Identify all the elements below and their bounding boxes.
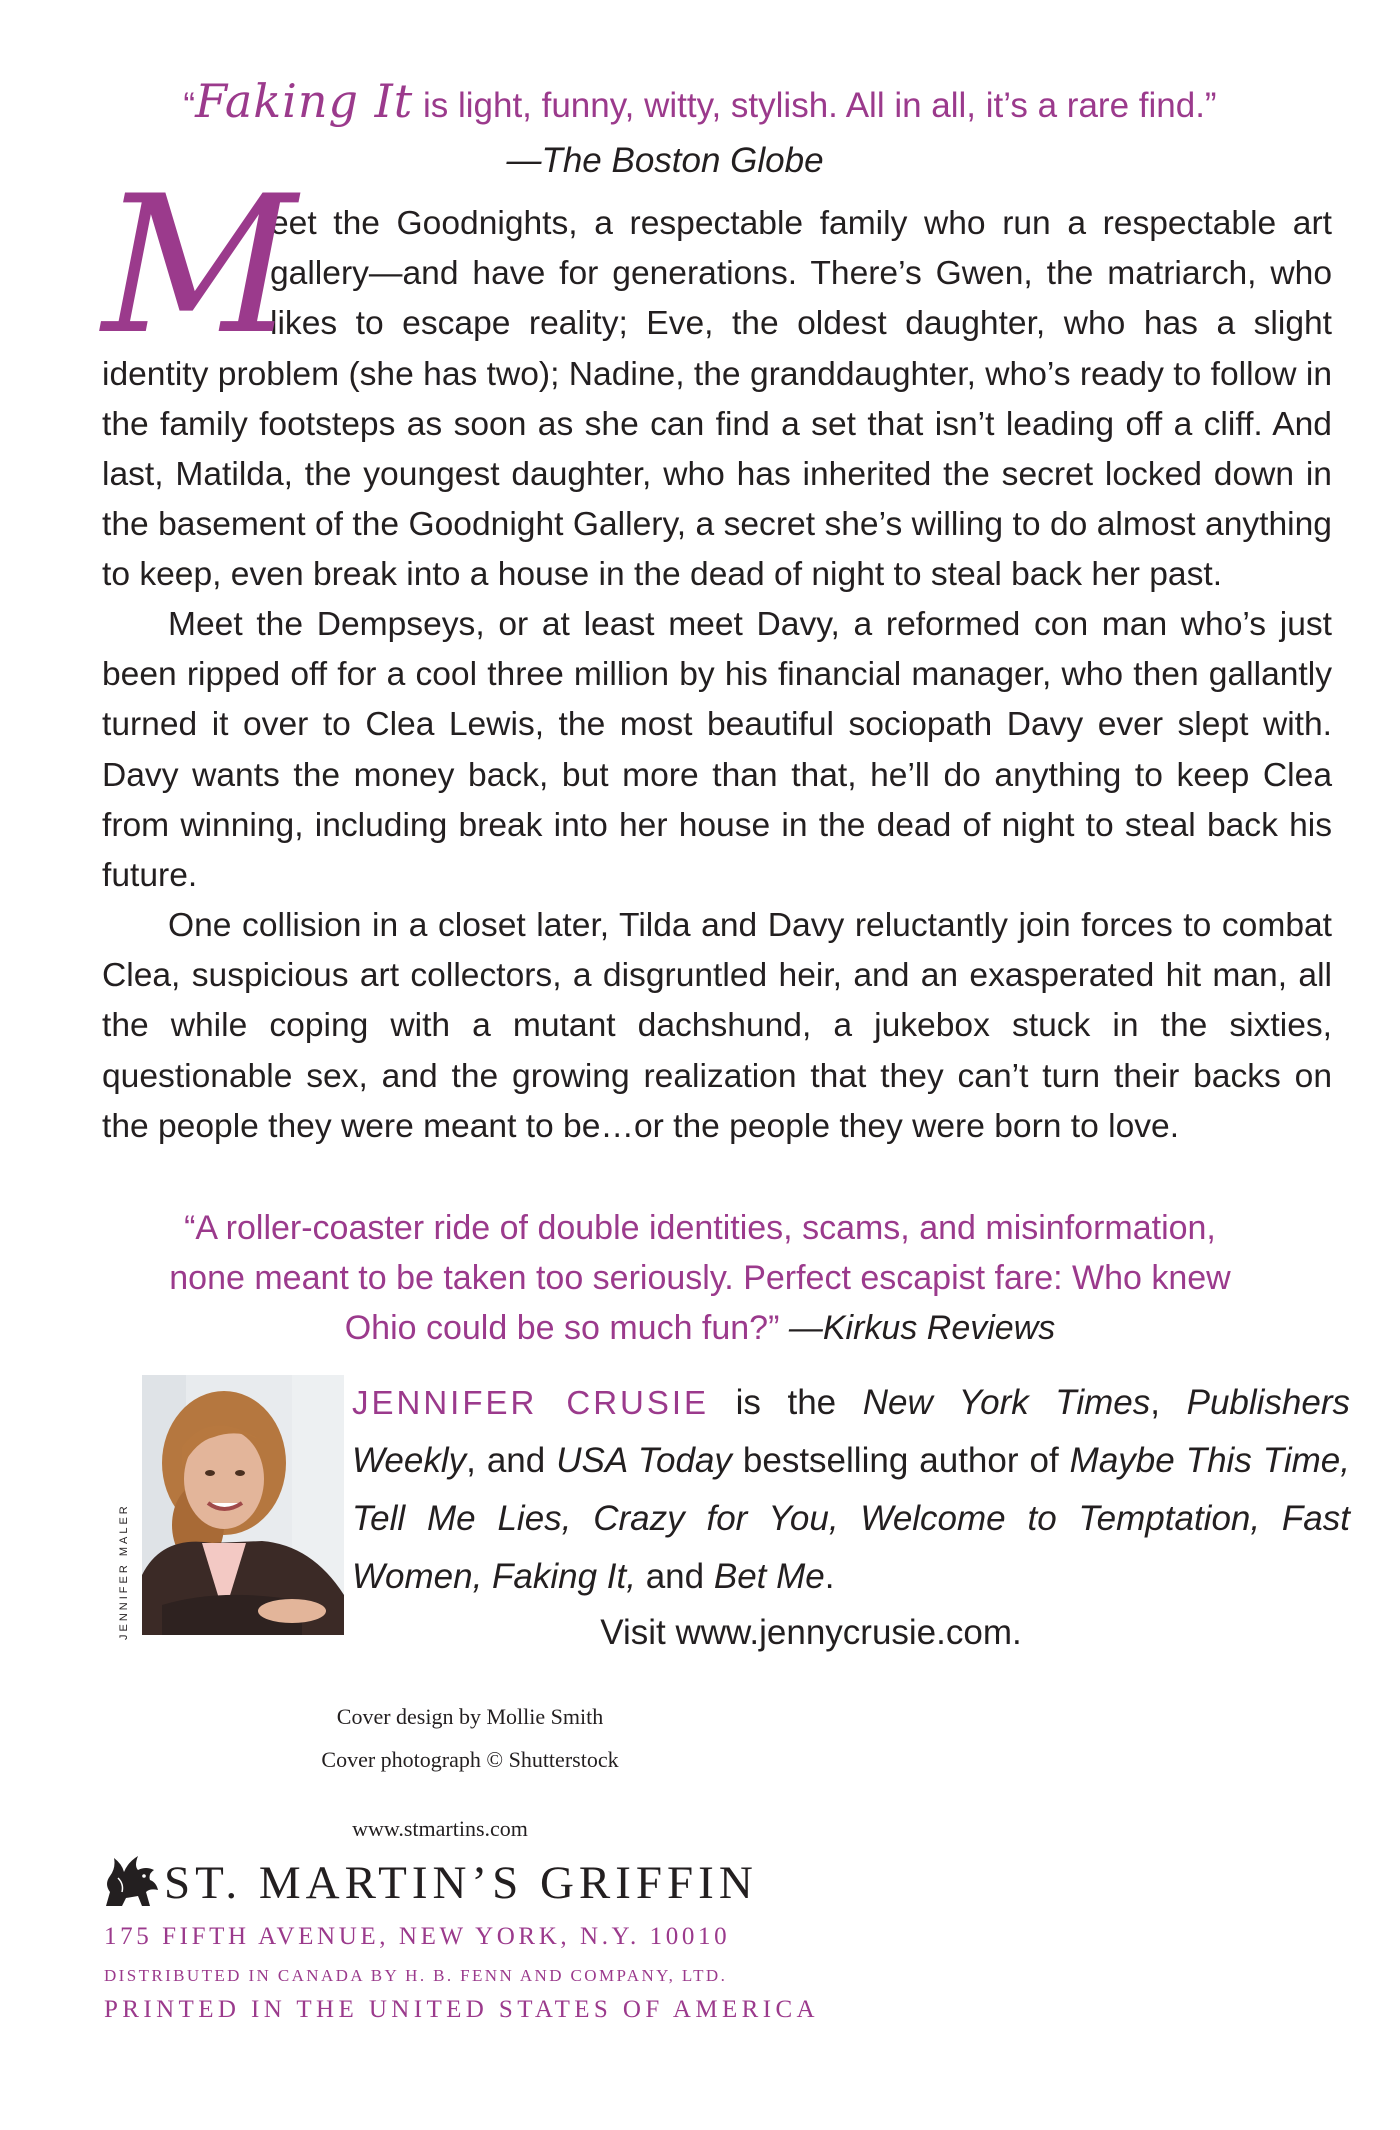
kirkus-line-1: “A roller-coaster ride of double identities, scams, and misinformation, — [184, 1209, 1216, 1247]
publisher-url: www.stmartins.com — [352, 1816, 528, 1841]
quote-attribution: —The Boston Globe — [506, 141, 824, 180]
quote-book-title: Faking It — [195, 74, 414, 128]
top-quote — [0, 76, 1400, 131]
author-bio — [352, 1374, 1350, 1606]
photo-credit-text: JENNIFER MALER — [118, 1503, 130, 1640]
bio-sep: , — [1150, 1383, 1187, 1422]
bio-text: bestselling author of — [731, 1441, 1070, 1480]
publisher-canada-distribution: DISTRIBUTED IN CANADA BY H. B. FENN AND COMPANY, LTD. — [104, 1966, 728, 1985]
dropcap-m-icon — [96, 155, 297, 376]
nyt-title: New York Times — [862, 1383, 1151, 1422]
kirkus-line-3-row — [0, 1303, 1400, 1353]
cover-design-credit: Cover design by Mollie Smith — [336, 1704, 604, 1729]
author-portrait-icon — [142, 1375, 344, 1635]
dropcap-letter: M — [102, 155, 297, 376]
cover-photo-credit: Cover photograph © Shutterstock — [321, 1747, 619, 1772]
book-list: Maybe This Time, Tell Me Lies, Crazy for You, Welcome to Temptation, Fast Women, Faking It, — [352, 1441, 1351, 1596]
quote-open-mark: “ — [183, 86, 196, 125]
paragraph-1-text: eet the Goodnights, a respectable family who run a respectable art gallery—and have for generations. There’s Gwen, the matriarch, who likes to escape reality; Eve, the oldest daughter, who has a slight identity problem (she has two); Nadine, the granddaughter, who’s ready to follow in the family footsteps as soon as she can find a set that isn’t leading off a cliff. And last, Matilda, the youngest daughter, who has inherited the secret locked down in the basement of the Goodnight Gallery, a secret she’s willing to do almost anything to keep, even break into a house in the dead of night to steal back her past. — [102, 205, 1332, 594]
publisher-name: ST. MARTIN’S GRIFFIN — [164, 1857, 758, 1909]
bio-text: and — [635, 1557, 714, 1596]
author-photo — [142, 1375, 344, 1635]
bio-period: . — [824, 1557, 835, 1596]
kirkus-line-2: none meant to be taken too seriously. Perfect escapist fare: Who knew — [169, 1259, 1231, 1297]
publisher-address: 175 FIFTH AVENUE, NEW YORK, N.Y. 10010 — [104, 1923, 731, 1950]
photo-credit — [116, 1452, 140, 1642]
griffin-icon — [100, 1848, 162, 1910]
kirkus-line-3: Ohio could be so much fun?” — [344, 1309, 780, 1347]
printed-in-usa: PRINTED IN THE UNITED STATES OF AMERICA — [104, 1996, 819, 2023]
kirkus-quote — [0, 1203, 1400, 1353]
description-paragraph-2: Meet the Dempseys, or at least meet Davy, a reformed con man who’s just been ripped off for a cool three million by his financial manager, who then gallantly turned it over to Clea Lewis, the most beautiful sociopath Davy ever slept with. Davy wants the money back, but more than that, he’ll do anything to keep Clea from winning, including break into her house in the dead of night to steal back his future. — [102, 606, 1332, 895]
author-name: JENNIFER CRUSIE — [352, 1384, 710, 1421]
bio-sep: , and — [466, 1441, 557, 1480]
quote-text: is light, funny, witty, stylish. All in all, it’s a rare find.” — [413, 86, 1217, 125]
usa-title: USA Today — [556, 1441, 732, 1480]
bio-text: is the — [709, 1383, 863, 1422]
author-website: Visit www.jennycrusie.com. — [600, 1613, 1022, 1652]
last-book: Bet Me — [713, 1557, 825, 1596]
kirkus-attribution: —Kirkus Reviews — [788, 1309, 1056, 1347]
pw-title: Publishers Weekly — [352, 1383, 1351, 1480]
description-paragraph-3: One collision in a closet later, Tilda and Davy reluctantly join forces to combat Clea, suspicious art collectors, a disgruntled heir, and an exasperated hit man, all the while coping with a mutant dachshund, a jukebox stuck in the sixties, questionable sex, and the growing realization that they can’t turn their backs on the people they were meant to be…or the people they were born to love. — [102, 907, 1332, 1145]
dropcap — [102, 155, 297, 376]
